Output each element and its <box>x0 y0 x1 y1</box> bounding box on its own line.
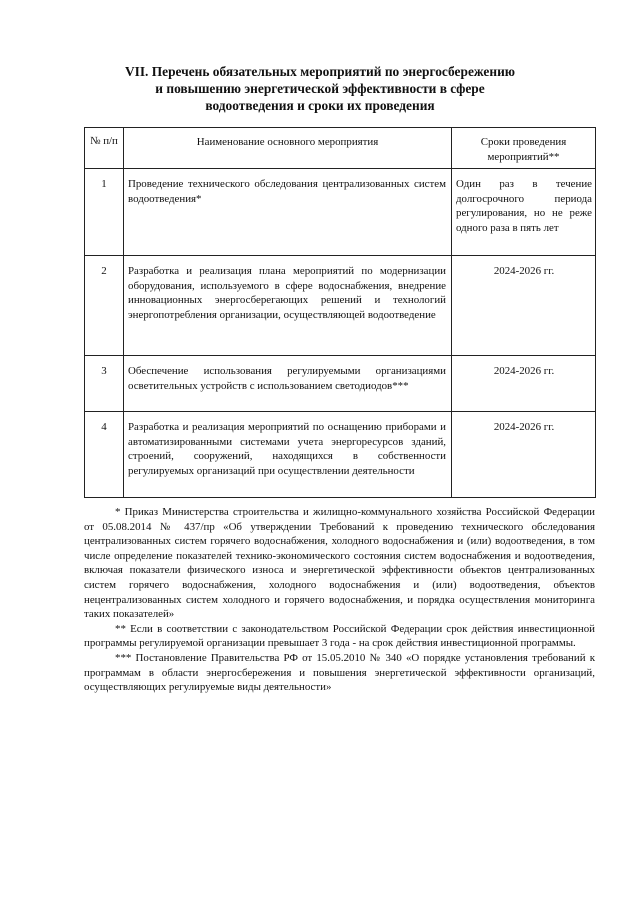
measure-name: Проведение технического обследования централизованных систем водоотведения* <box>124 169 452 256</box>
footnote-3: *** Постановление Правительства РФ от 15.05.2010 № 340 «О порядке установления требований к программам в области энергосбережения и повышения энергетической эффективности организаций, осуществляющих регулируемые виды деятельности» <box>84 651 595 694</box>
section-title <box>60 63 580 114</box>
measures-table <box>84 127 596 498</box>
measure-name: Разработка и реализация плана мероприятий по модернизации оборудования, используемого в сфере водоснабжения, внедрение инновационных энергосберегающих решений и технологий энергопотребления организации, осуществляющей водоотведение <box>124 256 452 356</box>
table-header-row <box>85 128 596 169</box>
measure-term: 2024-2026 гг. <box>452 356 596 412</box>
measure-term: Один раз в течение долгосрочного периода регулирования, но не реже одного раза в пять лет <box>452 169 596 256</box>
footnote-1: * Приказ Министерства строительства и жилищно-коммунального хозяйства Российской Федерации от 05.08.2014 № 437/пр «Об утверждении Требований к проведению технического обследования централизованных систем горячего водоснабжения, холодного водоснабжения и (или) водоотведения, в том числе определение показателей технико-экономического состояния систем водоснабжения и водоотведения, включая показатели физического износа и энергетической эффективности объектов централизованных систем горячего водоснабжения, холодного водоснабжения и (или) водоотведения, объектов нецентрализованных систем холодного и горячего водоснабжения, и порядка осуществления мониторинга таких показателей» <box>84 506 595 621</box>
row-number: 2 <box>85 256 124 356</box>
measure-name: Обеспечение использования регулируемыми организациями осветительных устройств с использованием светодиодов*** <box>124 356 452 412</box>
table-row <box>85 256 596 356</box>
measure-term: 2024-2026 гг. <box>452 412 596 498</box>
measure-name: Разработка и реализация мероприятий по оснащению приборами и автоматизированными системами учета энергоресурсов зданий, строений, сооружений, находящихся в собственности регулируемых организаций при осуществлении деятельности <box>124 412 452 498</box>
row-number: 3 <box>85 356 124 412</box>
section-title-line-2: и повышению энергетической эффективности в сфере <box>155 81 485 96</box>
row-number: 1 <box>85 169 124 256</box>
measure-term: 2024-2026 гг. <box>452 256 596 356</box>
table-row <box>85 169 596 256</box>
table-row <box>85 356 596 412</box>
section-title-line-1: VII. Перечень обязательных мероприятий по энергосбережению <box>124 64 516 79</box>
column-header-name: Наименование основного мероприятия <box>124 128 452 169</box>
section-title-line-3: водоотведения и сроки их проведения <box>205 98 435 113</box>
column-header-number: № п/п <box>85 128 124 169</box>
column-header-term: Сроки проведения мероприятий** <box>452 128 596 169</box>
row-number: 4 <box>85 412 124 498</box>
footnote-2: ** Если в соответствии с законодательством Российской Федерации срок действия инвестиционной программы регулируемой организации превышает 3 года - на срок действия инвестиционной программы. <box>84 622 595 650</box>
footnotes <box>84 505 595 695</box>
table-row <box>85 412 596 498</box>
